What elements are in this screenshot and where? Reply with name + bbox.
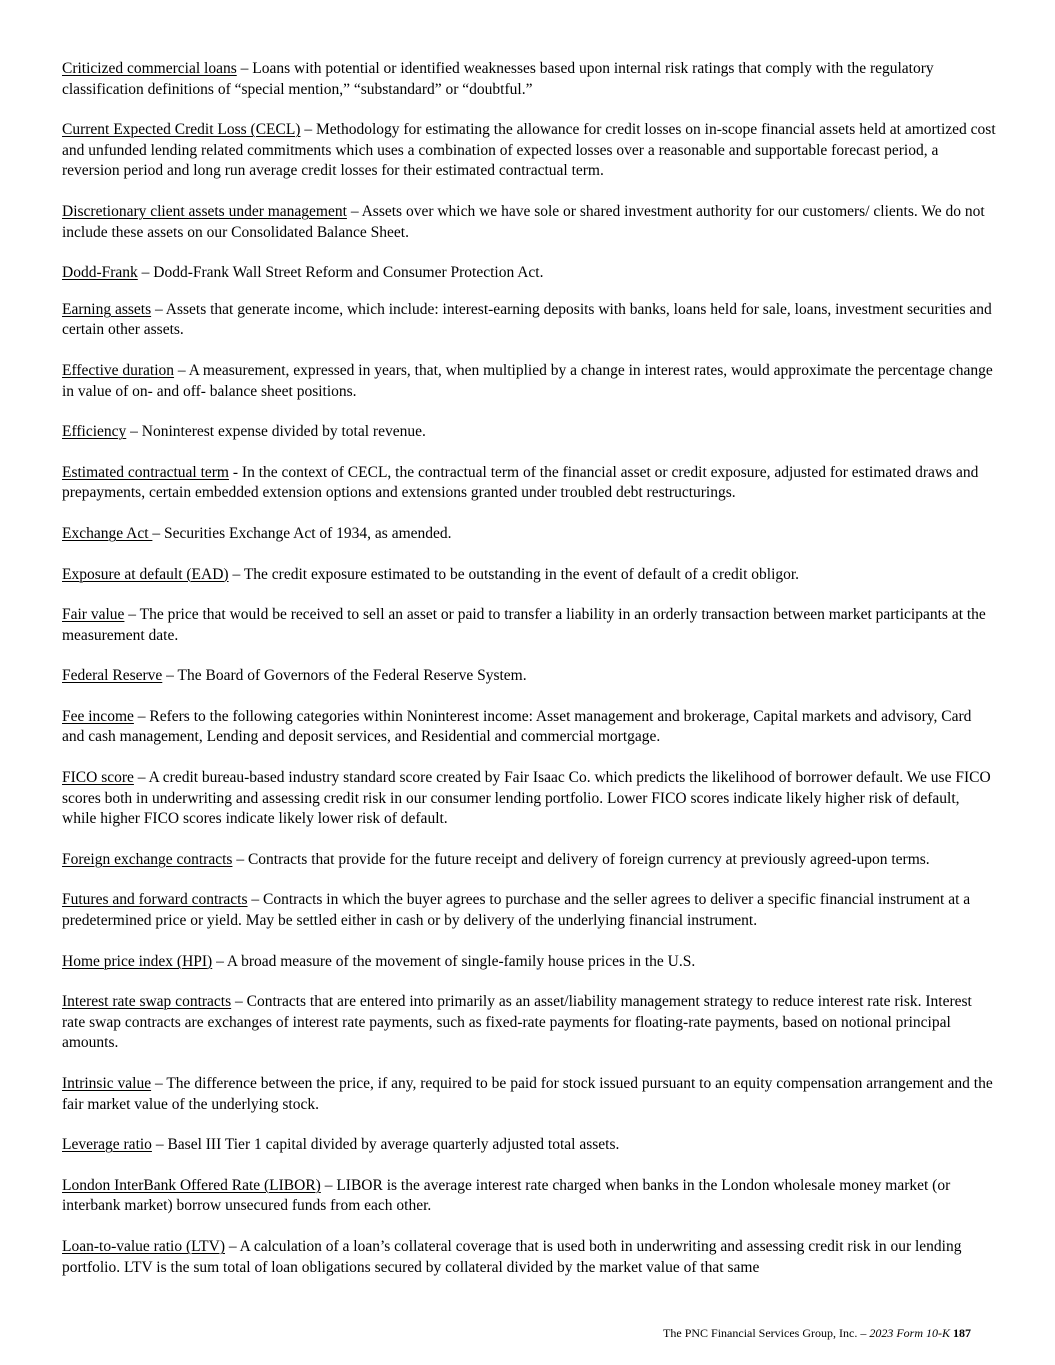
- glossary-definition: LIBOR is the average interest rate charged when banks in the London wholesale money market (or interbank market) borrow unsecured funds from each other.: [62, 1176, 951, 1215]
- glossary-term: FICO score: [62, 769, 134, 787]
- glossary-definition: Contracts that provide for the future receipt and delivery of foreign currency at previously agreed-upon terms.: [247, 850, 930, 868]
- glossary-entry-foreign-exchange-contracts: [62, 850, 997, 871]
- glossary-definition: A credit bureau-based industry standard score created by Fair Isaac Co. which predicts the likelihood of borrower default. We use FICO scores both in underwriting and assessing credit risk in our consumer lending portfolio. Lower FICO scores indicate likely higher risk of default, while higher FICO scores indicate likely lower risk of default.: [62, 769, 991, 828]
- glossary-entry-earning-assets: [62, 300, 997, 341]
- glossary-definition: Basel III Tier 1 capital divided by average quarterly adjusted total assets.: [167, 1136, 620, 1154]
- glossary-entry-discretionary-assets: [62, 202, 997, 243]
- glossary-separator: –: [133, 769, 149, 787]
- glossary-entry-exchange-act: [62, 524, 997, 545]
- glossary-definition: Methodology for estimating the allowance for credit losses on in-scope financial assets held at amortized cost and unfunded lending related commitments which uses a combination of expected losses over a reasonable and supportable forecast period, a reversion period and long run average credit losses for their estimated contractual term.: [62, 121, 996, 180]
- glossary-term: London InterBank Offered Rate (LIBOR): [62, 1176, 321, 1194]
- glossary-definition: The credit exposure estimated to be outstanding in the event of default of a credit obligor.: [243, 565, 800, 583]
- glossary-term: Federal Reserve: [62, 667, 163, 685]
- glossary-separator: -: [229, 463, 242, 481]
- glossary-separator: –: [247, 891, 264, 909]
- glossary-term: Dodd-Frank: [62, 264, 138, 282]
- glossary-separator: –: [231, 993, 247, 1011]
- glossary-entry-criticized-commercial-loans: [62, 59, 997, 100]
- glossary-separator: –: [236, 60, 253, 77]
- glossary-term: Interest rate swap contracts: [62, 993, 232, 1011]
- glossary-definition: Securities Exchange Act of 1934, as amended.: [164, 524, 452, 542]
- footer-form: 2023 Form 10-K: [869, 1326, 950, 1340]
- glossary-separator: –: [133, 707, 150, 725]
- glossary-definition: Noninterest expense divided by total revenue.: [141, 423, 426, 441]
- glossary-separator: –: [212, 952, 227, 970]
- glossary-entry-cecl: [62, 120, 997, 182]
- glossary-definition: Contracts in which the buyer agrees to purchase and the seller agrees to deliver a specific financial instrument at a predetermined price or yield. May be settled either in cash or by delivery of the underlying financial instrument.: [62, 891, 971, 930]
- glossary-term: Discretionary client assets under management: [62, 202, 347, 220]
- glossary-term: Exchange Act: [62, 524, 153, 542]
- glossary-entry-hpi: [62, 952, 997, 973]
- glossary-entry-fair-value: [62, 605, 997, 646]
- footer-company: The PNC Financial Services Group, Inc. –: [663, 1326, 870, 1340]
- glossary-separator: –: [320, 1176, 337, 1194]
- glossary-definition: Contracts that are entered into primarily as an asset/liability management strategy to reduce interest rate risk. Interest rate swap contracts are exchanges of interest rate payments, such as fixed-rate payments for floating-rate payments, based on notional principal amounts.: [62, 993, 972, 1052]
- glossary-entry-libor: [62, 1176, 997, 1217]
- glossary-entry-ltv: [62, 1237, 997, 1278]
- glossary-separator: –: [137, 264, 154, 282]
- glossary-definition: Refers to the following categories within Noninterest income: Asset management and brokerage, Capital markets and advisory, Card and cash management, Lending and deposit services, and Residential and commercial mortgage.: [62, 707, 972, 746]
- glossary-separator: –: [151, 1075, 167, 1092]
- glossary-separator: –: [126, 423, 142, 441]
- glossary-separator: –: [152, 524, 165, 542]
- glossary-entry-ead: [62, 565, 997, 586]
- glossary-entry-fee-income: [62, 707, 997, 748]
- glossary-list: [62, 59, 997, 1298]
- glossary-term: Earning assets: [62, 300, 152, 318]
- glossary-definition: Dodd-Frank Wall Street Reform and Consumer Protection Act.: [153, 264, 544, 282]
- page-footer: [663, 1325, 971, 1341]
- glossary-separator: –: [300, 121, 316, 139]
- glossary-definition: The Board of Governors of the Federal Reserve System.: [177, 667, 527, 685]
- glossary-definition: Assets that generate income, which include: interest-earning deposits with banks, loans held for sale, loans, investment securities and certain other assets.: [62, 300, 992, 339]
- glossary-entry-futures-forward-contracts: [62, 890, 997, 931]
- glossary-term: Futures and forward contracts: [62, 891, 248, 909]
- glossary-separator: –: [124, 606, 140, 624]
- glossary-separator: –: [162, 667, 178, 685]
- glossary-term: Effective duration: [62, 361, 175, 379]
- glossary-entry-intrinsic-value: [62, 1074, 997, 1115]
- glossary-separator: –: [151, 300, 166, 318]
- glossary-definition: In the context of CECL, the contractual term of the financial asset or credit exposure, adjusted for estimated draws and prepayments, certain embedded extension options and extensions granted under troubled debt restructurings.: [62, 463, 979, 502]
- glossary-entry-dodd-frank: [62, 263, 997, 284]
- glossary-definition: A broad measure of the movement of single-family house prices in the U.S.: [226, 952, 696, 970]
- glossary-entry-effective-duration: [62, 361, 997, 402]
- glossary-term: Foreign exchange contracts: [62, 850, 233, 868]
- glossary-entry-leverage-ratio: [62, 1135, 997, 1156]
- glossary-entry-efficiency: [62, 422, 997, 443]
- glossary-entry-fico-score: [62, 768, 997, 830]
- glossary-term: Efficiency: [62, 423, 127, 441]
- glossary-definition: Assets over which we have sole or shared investment authority for our customers/ clients. We do not include these assets on our Consolidated Balance Sheet.: [62, 202, 985, 241]
- glossary-separator: –: [232, 850, 248, 868]
- glossary-entry-estimated-contractual-term: [62, 463, 997, 504]
- glossary-term: Exposure at default (EAD): [62, 565, 229, 583]
- page-number: 187: [953, 1326, 971, 1340]
- glossary-separator: –: [151, 1136, 168, 1154]
- glossary-term: Estimated contractual term: [62, 463, 229, 481]
- glossary-separator: –: [174, 361, 189, 379]
- glossary-term: Fair value: [62, 606, 125, 624]
- glossary-term: Fee income: [62, 707, 134, 725]
- glossary-separator: –: [224, 1237, 240, 1255]
- glossary-definition: The difference between the price, if any, required to be paid for stock issued pursuant to an equity compensation arrangement and the fair market value of the underlying stock.: [62, 1075, 993, 1113]
- glossary-definition: The price that would be received to sell an asset or paid to transfer a liability in an orderly transaction between market participants at the measurement date.: [62, 606, 986, 644]
- glossary-definition: A measurement, expressed in years, that, when multiplied by a change in interest rates, would approximate the percentage change in value of on- and off- balance sheet positions.: [62, 361, 993, 400]
- glossary-term: Leverage ratio: [62, 1136, 152, 1154]
- glossary-separator: –: [346, 202, 362, 220]
- glossary-term: Loan-to-value ratio (LTV): [62, 1237, 225, 1255]
- glossary-separator: –: [228, 565, 244, 583]
- glossary-entry-interest-rate-swap-contracts: [62, 992, 997, 1054]
- glossary-term: Home price index (HPI): [62, 952, 213, 970]
- glossary-definition: A calculation of a loan’s collateral coverage that is used both in underwriting and assessing credit risk in our lending portfolio. LTV is the sum total of loan obligations secured by collateral divided by the market value of that same: [62, 1237, 962, 1276]
- glossary-entry-federal-reserve: [62, 666, 997, 687]
- glossary-term: Criticized commercial loans: [62, 60, 237, 77]
- glossary-term: Current Expected Credit Loss (CECL): [62, 121, 301, 139]
- glossary-term: Intrinsic value: [62, 1075, 152, 1092]
- glossary-definition: Loans with potential or identified weaknesses based upon internal risk ratings that comply with the regulatory classification definitions of “special mention,” “substandard” or “doubtful.”: [62, 60, 934, 98]
